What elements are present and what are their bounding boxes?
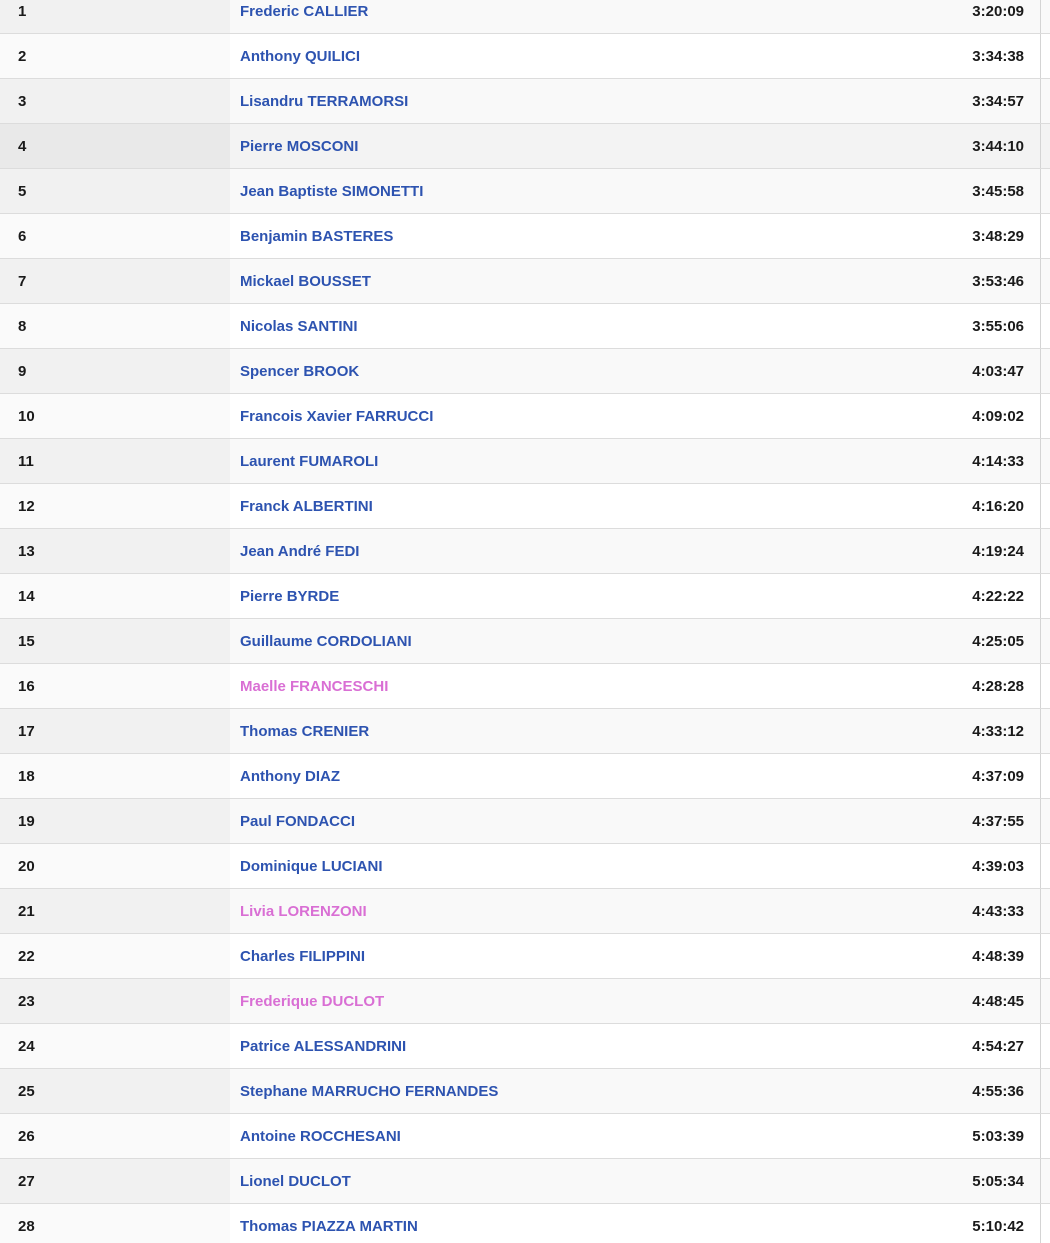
runner-name-link[interactable]: Pierre BYRDE (240, 587, 340, 605)
runner-name-link[interactable]: Thomas CRENIER (240, 722, 370, 740)
time-cell: 3:34:57 (972, 92, 1024, 110)
time-cell: 4:37:09 (972, 767, 1024, 785)
rank-cell: 8 (0, 304, 230, 348)
runner-name-link[interactable]: Jean Baptiste SIMONETTI (240, 182, 424, 200)
table-row[interactable] (0, 1204, 1050, 1243)
name-cell (230, 439, 890, 483)
name-cell (230, 619, 890, 663)
time-cell: 4:54:27 (972, 1037, 1024, 1055)
time-cell: 4:16:20 (972, 497, 1024, 515)
table-row[interactable] (0, 0, 1050, 34)
table-row[interactable] (0, 79, 1050, 124)
name-cell (230, 1024, 890, 1068)
clipped-edge-cell (1040, 1024, 1050, 1068)
name-cell (230, 1069, 890, 1113)
clipped-edge-cell (1040, 34, 1050, 78)
time-cell: 3:53:46 (972, 272, 1024, 290)
runner-name-link[interactable]: Livia LORENZONI (240, 902, 367, 920)
clipped-edge-cell (1040, 394, 1050, 438)
runner-name-link[interactable]: Jean André FEDI (240, 542, 360, 560)
rank-cell: 19 (0, 799, 230, 843)
time-cell: 4:48:45 (972, 992, 1024, 1010)
table-row[interactable] (0, 1114, 1050, 1159)
rank-cell: 27 (0, 1159, 230, 1203)
time-cell: 4:09:02 (972, 407, 1024, 425)
time-cell: 4:43:33 (972, 902, 1024, 920)
name-cell (230, 79, 890, 123)
time-cell: 3:55:06 (972, 317, 1024, 335)
rank-cell: 14 (0, 574, 230, 618)
name-cell (230, 754, 890, 798)
runner-name-link[interactable]: Antoine ROCCHESANI (240, 1127, 401, 1145)
table-row[interactable] (0, 664, 1050, 709)
time-cell: 4:19:24 (972, 542, 1024, 560)
runner-name-link[interactable]: Spencer BROOK (240, 362, 360, 380)
table-row[interactable] (0, 709, 1050, 754)
time-cell: 3:20:09 (972, 2, 1024, 20)
rank-cell: 25 (0, 1069, 230, 1113)
name-cell (230, 1114, 890, 1158)
table-row[interactable] (0, 304, 1050, 349)
runner-name-link[interactable]: Anthony QUILICI (240, 47, 360, 65)
name-cell (230, 484, 890, 528)
name-cell (230, 34, 890, 78)
time-cell: 4:03:47 (972, 362, 1024, 380)
name-cell (230, 124, 890, 168)
rank-cell: 22 (0, 934, 230, 978)
table-row[interactable] (0, 1159, 1050, 1204)
time-cell: 3:48:29 (972, 227, 1024, 245)
clipped-edge-cell (1040, 664, 1050, 708)
name-cell (230, 1159, 890, 1203)
table-row[interactable] (0, 574, 1050, 619)
table-row[interactable] (0, 889, 1050, 934)
rank-cell: 26 (0, 1114, 230, 1158)
runner-name-link[interactable]: Benjamin BASTERES (240, 227, 394, 245)
table-row[interactable] (0, 619, 1050, 664)
time-cell: 4:14:33 (972, 452, 1024, 470)
table-row[interactable] (0, 394, 1050, 439)
name-cell (230, 709, 890, 753)
rank-cell: 1 (0, 0, 230, 33)
rank-cell: 10 (0, 394, 230, 438)
table-row[interactable] (0, 1024, 1050, 1069)
clipped-edge-cell (1040, 619, 1050, 663)
runner-name-link[interactable]: Thomas PIAZZA MARTIN (240, 1217, 418, 1235)
time-cell: 4:28:28 (972, 677, 1024, 695)
clipped-edge-cell (1040, 1159, 1050, 1203)
time-cell: 4:25:05 (972, 632, 1024, 650)
table-row[interactable] (0, 169, 1050, 214)
runner-name-link[interactable]: Mickael BOUSSET (240, 272, 371, 290)
rank-cell: 4 (0, 124, 230, 168)
table-row[interactable] (0, 349, 1050, 394)
clipped-edge-cell (1040, 754, 1050, 798)
rank-cell: 13 (0, 529, 230, 573)
table-row[interactable] (0, 979, 1050, 1024)
clipped-edge-cell (1040, 0, 1050, 33)
runner-name-link[interactable]: Charles FILIPPINI (240, 947, 366, 965)
rank-cell: 5 (0, 169, 230, 213)
time-cell: 4:48:39 (972, 947, 1024, 965)
table-row[interactable] (0, 844, 1050, 889)
time-cell: 5:10:42 (972, 1217, 1024, 1235)
name-cell (230, 664, 890, 708)
name-cell (230, 979, 890, 1023)
name-cell (230, 844, 890, 888)
rank-cell: 2 (0, 34, 230, 78)
name-cell (230, 574, 890, 618)
time-cell: 4:55:36 (972, 1082, 1024, 1100)
clipped-edge-cell (1040, 934, 1050, 978)
clipped-edge-cell (1040, 124, 1050, 168)
runner-name-link[interactable]: Patrice ALESSANDRINI (240, 1037, 407, 1055)
clipped-edge-cell (1040, 709, 1050, 753)
rank-cell: 15 (0, 619, 230, 663)
name-cell (230, 529, 890, 573)
table-row[interactable] (0, 799, 1050, 844)
rank-cell: 16 (0, 664, 230, 708)
rank-cell: 9 (0, 349, 230, 393)
clipped-edge-cell (1040, 79, 1050, 123)
runner-name-link[interactable]: Lionel DUCLOT (240, 1172, 351, 1190)
table-row[interactable] (0, 124, 1050, 169)
rank-cell: 21 (0, 889, 230, 933)
rank-cell: 11 (0, 439, 230, 483)
runner-name-link[interactable]: Stephane MARRUCHO FERNANDES (240, 1082, 499, 1100)
clipped-edge-cell (1040, 349, 1050, 393)
rank-cell: 24 (0, 1024, 230, 1068)
rank-cell: 12 (0, 484, 230, 528)
runner-name-link[interactable]: Anthony DIAZ (240, 767, 340, 785)
time-cell: 5:05:34 (972, 1172, 1024, 1190)
runner-name-link[interactable]: Paul FONDACCI (240, 812, 356, 830)
name-cell (230, 214, 890, 258)
rank-cell: 18 (0, 754, 230, 798)
table-row[interactable] (0, 484, 1050, 529)
runner-name-link[interactable]: Frederique DUCLOT (240, 992, 385, 1010)
name-cell (230, 349, 890, 393)
clipped-edge-cell (1040, 1069, 1050, 1113)
rank-cell: 23 (0, 979, 230, 1023)
clipped-edge-cell (1040, 1204, 1050, 1243)
time-cell: 5:03:39 (972, 1127, 1024, 1145)
clipped-edge-cell (1040, 844, 1050, 888)
runner-name-link[interactable]: Frederic CALLIER (240, 2, 369, 20)
table-row[interactable] (0, 529, 1050, 574)
runner-name-link[interactable]: Franck ALBERTINI (240, 497, 373, 515)
table-row[interactable] (0, 439, 1050, 484)
name-cell (230, 259, 890, 303)
time-cell: 3:45:58 (972, 182, 1024, 200)
clipped-edge-cell (1040, 214, 1050, 258)
rank-cell: 28 (0, 1204, 230, 1243)
clipped-edge-cell (1040, 529, 1050, 573)
rank-cell: 3 (0, 79, 230, 123)
clipped-edge-cell (1040, 484, 1050, 528)
time-cell: 4:22:22 (972, 587, 1024, 605)
clipped-edge-cell (1040, 439, 1050, 483)
clipped-edge-cell (1040, 799, 1050, 843)
rank-cell: 17 (0, 709, 230, 753)
rank-cell: 7 (0, 259, 230, 303)
name-cell (230, 799, 890, 843)
time-cell: 4:33:12 (972, 722, 1024, 740)
name-cell (230, 394, 890, 438)
name-cell (230, 889, 890, 933)
name-cell (230, 934, 890, 978)
name-cell (230, 304, 890, 348)
name-cell (230, 0, 890, 33)
runner-name-link[interactable]: Pierre MOSCONI (240, 137, 359, 155)
clipped-edge-cell (1040, 574, 1050, 618)
name-cell (230, 169, 890, 213)
clipped-edge-cell (1040, 304, 1050, 348)
rank-cell: 20 (0, 844, 230, 888)
table-row[interactable] (0, 259, 1050, 304)
runner-name-link[interactable]: Guillaume CORDOLIANI (240, 632, 412, 650)
table-row[interactable] (0, 934, 1050, 979)
table-row[interactable] (0, 1069, 1050, 1114)
table-row[interactable] (0, 754, 1050, 799)
time-cell: 3:44:10 (972, 137, 1024, 155)
runner-name-link[interactable]: Nicolas SANTINI (240, 317, 358, 335)
time-cell: 3:34:38 (972, 47, 1024, 65)
name-cell (230, 1204, 890, 1243)
clipped-edge-cell (1040, 169, 1050, 213)
clipped-edge-cell (1040, 889, 1050, 933)
table-row[interactable] (0, 214, 1050, 259)
time-cell: 4:37:55 (972, 812, 1024, 830)
clipped-edge-cell (1040, 259, 1050, 303)
runner-name-link[interactable]: Francois Xavier FARRUCCI (240, 407, 434, 425)
runner-name-link[interactable]: Laurent FUMAROLI (240, 452, 379, 470)
table-row[interactable] (0, 34, 1050, 79)
clipped-edge-cell (1040, 1114, 1050, 1158)
clipped-edge-cell (1040, 979, 1050, 1023)
runner-name-link[interactable]: Dominique LUCIANI (240, 857, 383, 875)
runner-name-link[interactable]: Lisandru TERRAMORSI (240, 92, 409, 110)
time-cell: 4:39:03 (972, 857, 1024, 875)
rank-cell: 6 (0, 214, 230, 258)
runner-name-link[interactable]: Maelle FRANCESCHI (240, 677, 389, 695)
